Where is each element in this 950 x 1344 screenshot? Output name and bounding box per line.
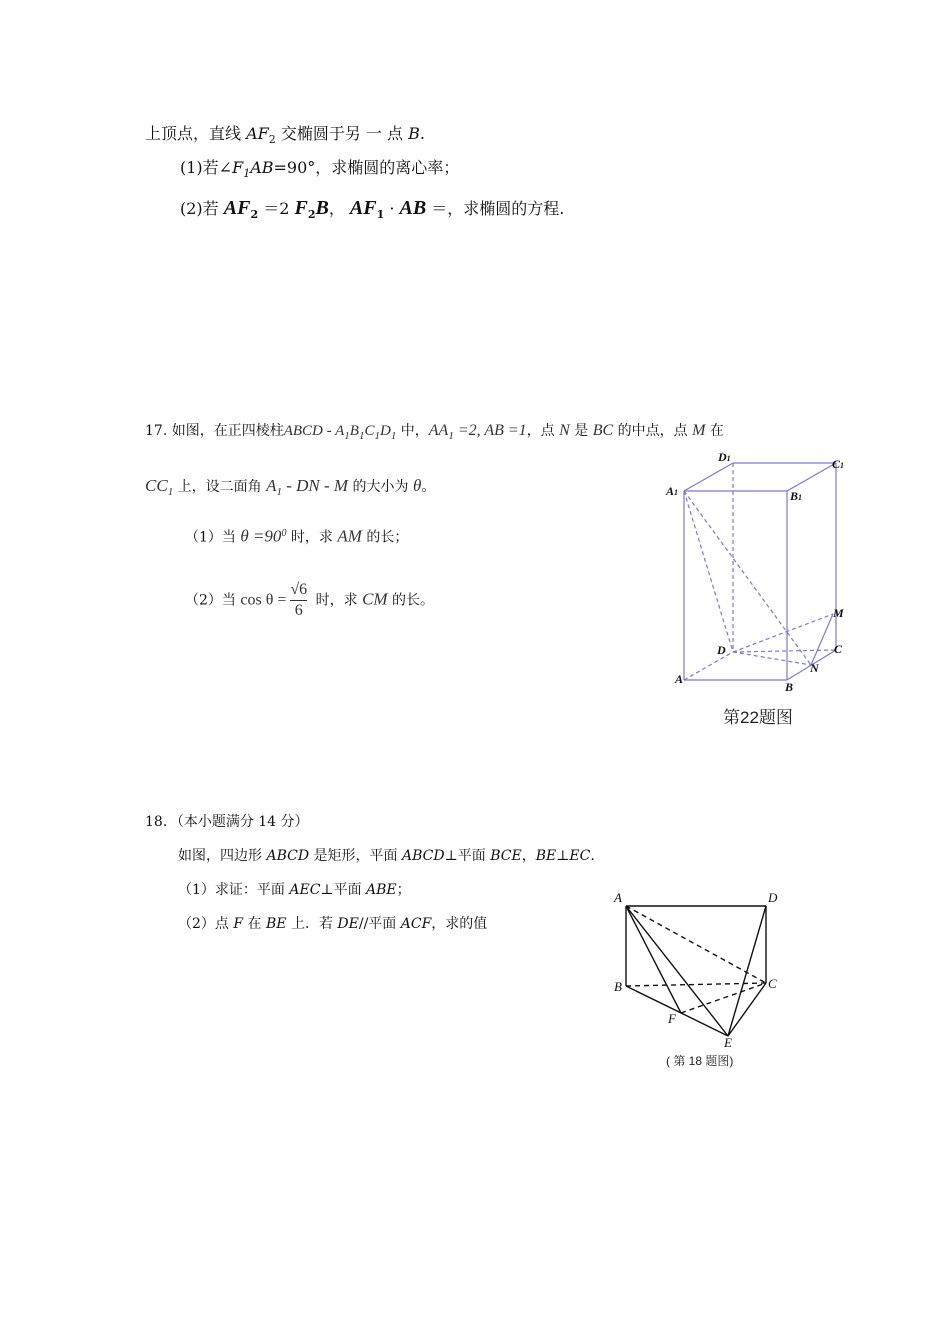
text: 的中点，点 (613, 423, 693, 439)
text: 17. 如图，在正四棱柱 (145, 423, 284, 439)
vector-f2b-b: B (315, 197, 329, 219)
text: ； (396, 882, 411, 898)
math-dnm: - DN - M (281, 476, 349, 495)
math-bce: BCE (490, 848, 522, 864)
text: （1）当 (185, 529, 241, 546)
text: =90°，求椭圆的离心率； (273, 158, 460, 177)
text: . (590, 848, 595, 864)
edge-af (626, 906, 681, 1013)
math-acf: ACF (400, 916, 432, 932)
vector-af1: AF (349, 197, 377, 219)
text: ⊥平面 (320, 882, 367, 898)
numerator: √6 (290, 580, 307, 601)
math-de: DE (337, 916, 359, 932)
math-af2: AF (246, 124, 269, 143)
label-a: A (614, 890, 622, 905)
math: B (349, 423, 359, 439)
edge-d1a1 (684, 463, 733, 491)
label-a: A (675, 672, 684, 686)
label-b1: B1 (790, 489, 803, 503)
text: 上顶点，直线 (145, 124, 247, 143)
label-n: N (810, 661, 819, 675)
problem17-line1 (145, 420, 724, 447)
edge-be (626, 986, 728, 1036)
math-bc: BC (592, 422, 614, 439)
fraction (290, 580, 307, 621)
text: 时，求 (311, 592, 363, 609)
label-b: B (785, 680, 794, 694)
text: 在 (705, 423, 724, 439)
math: =2, AB =1 (453, 422, 527, 439)
subscript: 1 (448, 429, 454, 442)
math-am: AM (337, 526, 362, 546)
text: ＝，求椭圆的方程. (426, 199, 565, 218)
math-be: BE (535, 848, 557, 864)
label-a1: A1 (666, 484, 679, 498)
math-abcd: ABCD (401, 848, 445, 864)
problem17-part1 (185, 522, 408, 550)
edge-b1c1 (787, 463, 836, 491)
math-theta: θ (413, 476, 422, 495)
prism-figure (665, 450, 865, 694)
line-a1d (684, 491, 733, 652)
label-m: M (833, 606, 844, 620)
text: 在 (243, 916, 266, 932)
label-c: C (834, 642, 843, 656)
math-aec: AEC (289, 882, 321, 898)
problem17-line2 (145, 474, 435, 504)
edge-dc (733, 650, 836, 652)
label-c: C (768, 976, 777, 991)
math-theta-90: θ =90 (240, 526, 282, 546)
figure22-caption: 第22题图 (723, 708, 793, 727)
text: . (419, 124, 425, 143)
math-be: BE (265, 916, 287, 932)
math-f: F (232, 158, 244, 177)
text: (1)若∠ (180, 158, 233, 177)
subscript: 1 (243, 167, 251, 181)
math-m: M (692, 422, 706, 439)
superscript: 0 (281, 528, 287, 539)
subscript: 1 (374, 429, 380, 442)
math-prism: ABCD - A (283, 423, 345, 439)
text: (2)若 (180, 199, 224, 218)
line-a1n (684, 491, 811, 665)
math: C (364, 423, 375, 439)
math-aa1: AA (428, 422, 449, 439)
edge-bc (626, 983, 766, 986)
math-ab: AB (250, 158, 274, 177)
text: 是 (569, 423, 593, 439)
problem17-part2 (185, 580, 434, 621)
math-b: B (408, 124, 420, 143)
problem16-part1 (180, 158, 459, 184)
vector-af2: AF (223, 197, 251, 219)
text: 的长。 (387, 592, 435, 609)
label-f: F (668, 1011, 676, 1026)
problem18-part1 (178, 880, 411, 900)
text: · (384, 199, 400, 218)
vector-ab: AB (399, 197, 427, 219)
problem18-part2 (178, 914, 487, 934)
math: D (379, 423, 391, 439)
text: （2）当 (185, 592, 241, 609)
text: 交椭圆于另 一 点 (275, 124, 409, 143)
problem16-part2 (180, 195, 564, 228)
edge-ac (626, 906, 766, 983)
text: 的大小为 (348, 479, 413, 495)
text: 中， (396, 423, 429, 439)
label-c1: C1 (832, 457, 845, 471)
math-ec: EC (569, 848, 591, 864)
label-d1: D1 (718, 450, 731, 464)
text: //平面 (358, 916, 401, 932)
text: ，点 (526, 423, 560, 439)
text: 时，求 (286, 529, 338, 546)
text: 上．若 (286, 916, 338, 932)
edge-ae (626, 906, 728, 1036)
figure18 (610, 888, 790, 1048)
text: （1）求证：平面 (178, 882, 290, 898)
subscript: 1 (358, 429, 365, 442)
text: ＝2 (258, 199, 295, 218)
text: ，求的值 (431, 916, 488, 932)
text: 是矩形，平面 (309, 848, 402, 864)
denominator: 6 (294, 602, 303, 619)
subscript: 1 (167, 485, 174, 498)
text: ， (521, 848, 536, 864)
text: （2）点 (178, 916, 234, 932)
math-a1: A (266, 476, 277, 495)
subscript: 1 (344, 429, 350, 442)
label-d: D (768, 890, 778, 905)
label-b: B (614, 979, 622, 994)
problem18-title: 18．（本小题满分 14 分） (145, 814, 309, 830)
subscript: 2 (250, 208, 259, 222)
edge-de (728, 906, 766, 1036)
math-cos-theta: cos θ = (240, 591, 287, 609)
math-f: F (233, 916, 244, 932)
text: 的长； (361, 529, 409, 546)
text: 上，设二面角 (173, 479, 267, 495)
text: ⊥ (556, 848, 570, 864)
problem18-stem (178, 846, 595, 866)
math-abcd: ABCD (266, 848, 310, 864)
subscript: 1 (376, 208, 385, 222)
edge-ce (728, 983, 766, 1036)
line-dm (733, 614, 833, 652)
math-cm: CM (362, 589, 388, 609)
text: 如图，四边形 (178, 848, 267, 864)
label-d: D (717, 643, 726, 657)
subscript: 2 (307, 208, 316, 222)
math-n: N (559, 422, 570, 439)
subscript: 2 (268, 133, 276, 147)
problem16-intro (145, 124, 425, 150)
math-cc1: CC (145, 476, 168, 495)
subscript: 1 (276, 485, 282, 498)
edge-fc (681, 983, 766, 1013)
subscript: 1 (390, 429, 397, 442)
label-e: E (724, 1035, 732, 1050)
text: 。 (421, 479, 436, 495)
figure18-caption: ( 第 18 题图) (666, 1054, 734, 1068)
text: ⊥平面 (444, 848, 491, 864)
vector-f2b: F (294, 197, 308, 219)
math-abe: ABE (366, 882, 397, 898)
line-dn (733, 652, 811, 665)
text: ， (328, 199, 350, 218)
